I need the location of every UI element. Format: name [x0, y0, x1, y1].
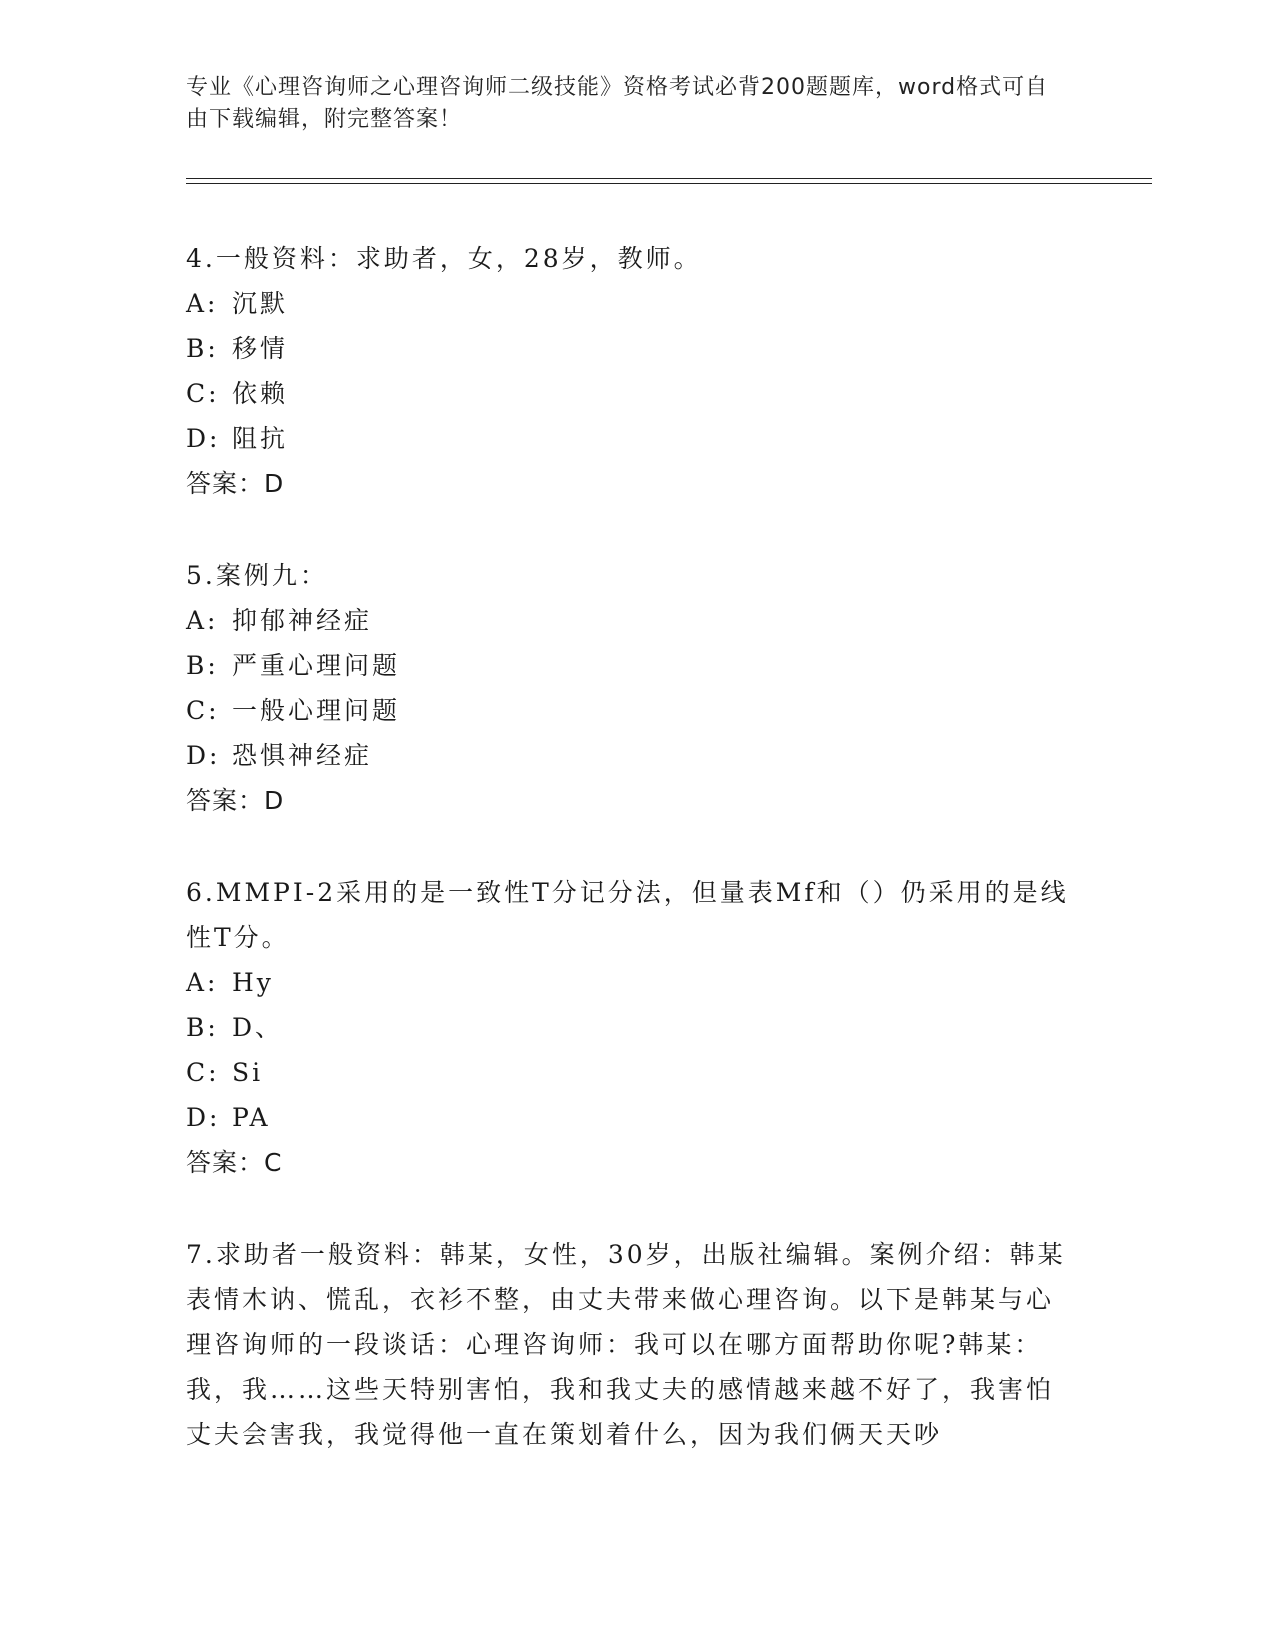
option-text: 抑郁神经症	[232, 606, 373, 635]
option-c	[186, 1050, 1076, 1095]
option-text: 一般心理问题	[232, 696, 401, 725]
option-a	[186, 281, 1076, 326]
option-b	[186, 1005, 1076, 1050]
header-divider-bottom	[186, 183, 1152, 184]
option-letter: B:	[186, 334, 219, 363]
question-list	[186, 236, 1076, 1504]
option-text: 移情	[232, 334, 289, 363]
option-letter: C:	[186, 696, 220, 725]
question-item	[186, 236, 1076, 506]
answer-line: 答案：D	[186, 469, 285, 498]
option-text: D、	[232, 1013, 284, 1042]
option-d	[186, 733, 1076, 778]
question-item	[186, 553, 1076, 823]
option-a	[186, 960, 1076, 1005]
option-letter: C:	[186, 1058, 220, 1087]
option-text: 沉默	[232, 289, 289, 318]
question-item	[186, 870, 1076, 1185]
option-text: 依赖	[232, 379, 289, 408]
option-letter: B:	[186, 651, 219, 680]
question-text: 6.MMPI-2采用的是一致性T分记分法，但量表Mf和（）仍采用的是线性T分。	[186, 878, 1069, 952]
option-text: Si	[232, 1058, 264, 1087]
option-text: 严重心理问题	[232, 651, 401, 680]
option-letter: A:	[186, 606, 219, 635]
header-divider-top	[186, 178, 1152, 179]
option-text: PA	[232, 1103, 271, 1132]
option-c	[186, 371, 1076, 416]
option-d	[186, 1095, 1076, 1140]
question-text: 7.求助者一般资料：韩某，女性，30岁，出版社编辑。案例介绍：韩某表情木讷、慌乱，衣衫不整，由丈夫带来做心理咨询。以下是韩某与心理咨询师的一段谈话：心理咨询师：我可以在哪方面帮助你呢?韩某：我，我……这些天特别害怕，我和我丈夫的感情越来越不好了，我害怕丈夫会害我，我觉得他一直在策划着什么，因为我们俩天天吵	[186, 1240, 1066, 1449]
option-letter: C:	[186, 379, 220, 408]
option-letter: B:	[186, 1013, 219, 1042]
option-d	[186, 416, 1076, 461]
option-text: Hy	[232, 968, 274, 997]
option-text: 阻抗	[232, 424, 289, 453]
document-header: 专业《心理咨询师之心理咨询师二级技能》资格考试必背200题题库，word格式可自由下载编辑，附完整答案！	[186, 75, 1049, 132]
option-b	[186, 643, 1076, 688]
question-text: 5.案例九：	[186, 561, 328, 590]
option-a	[186, 598, 1076, 643]
option-letter: A:	[186, 289, 219, 318]
option-letter: D:	[186, 1103, 221, 1132]
answer-line: 答案：D	[186, 786, 285, 815]
answer-line: 答案：C	[186, 1148, 283, 1177]
question-item	[186, 1232, 1076, 1457]
option-c	[186, 688, 1076, 733]
option-b	[186, 326, 1076, 371]
option-letter: A:	[186, 968, 219, 997]
option-text: 恐惧神经症	[232, 741, 373, 770]
option-letter: D:	[186, 424, 221, 453]
option-letter: D:	[186, 741, 221, 770]
question-text: 4.一般资料：求助者，女，28岁，教师。	[186, 244, 702, 273]
